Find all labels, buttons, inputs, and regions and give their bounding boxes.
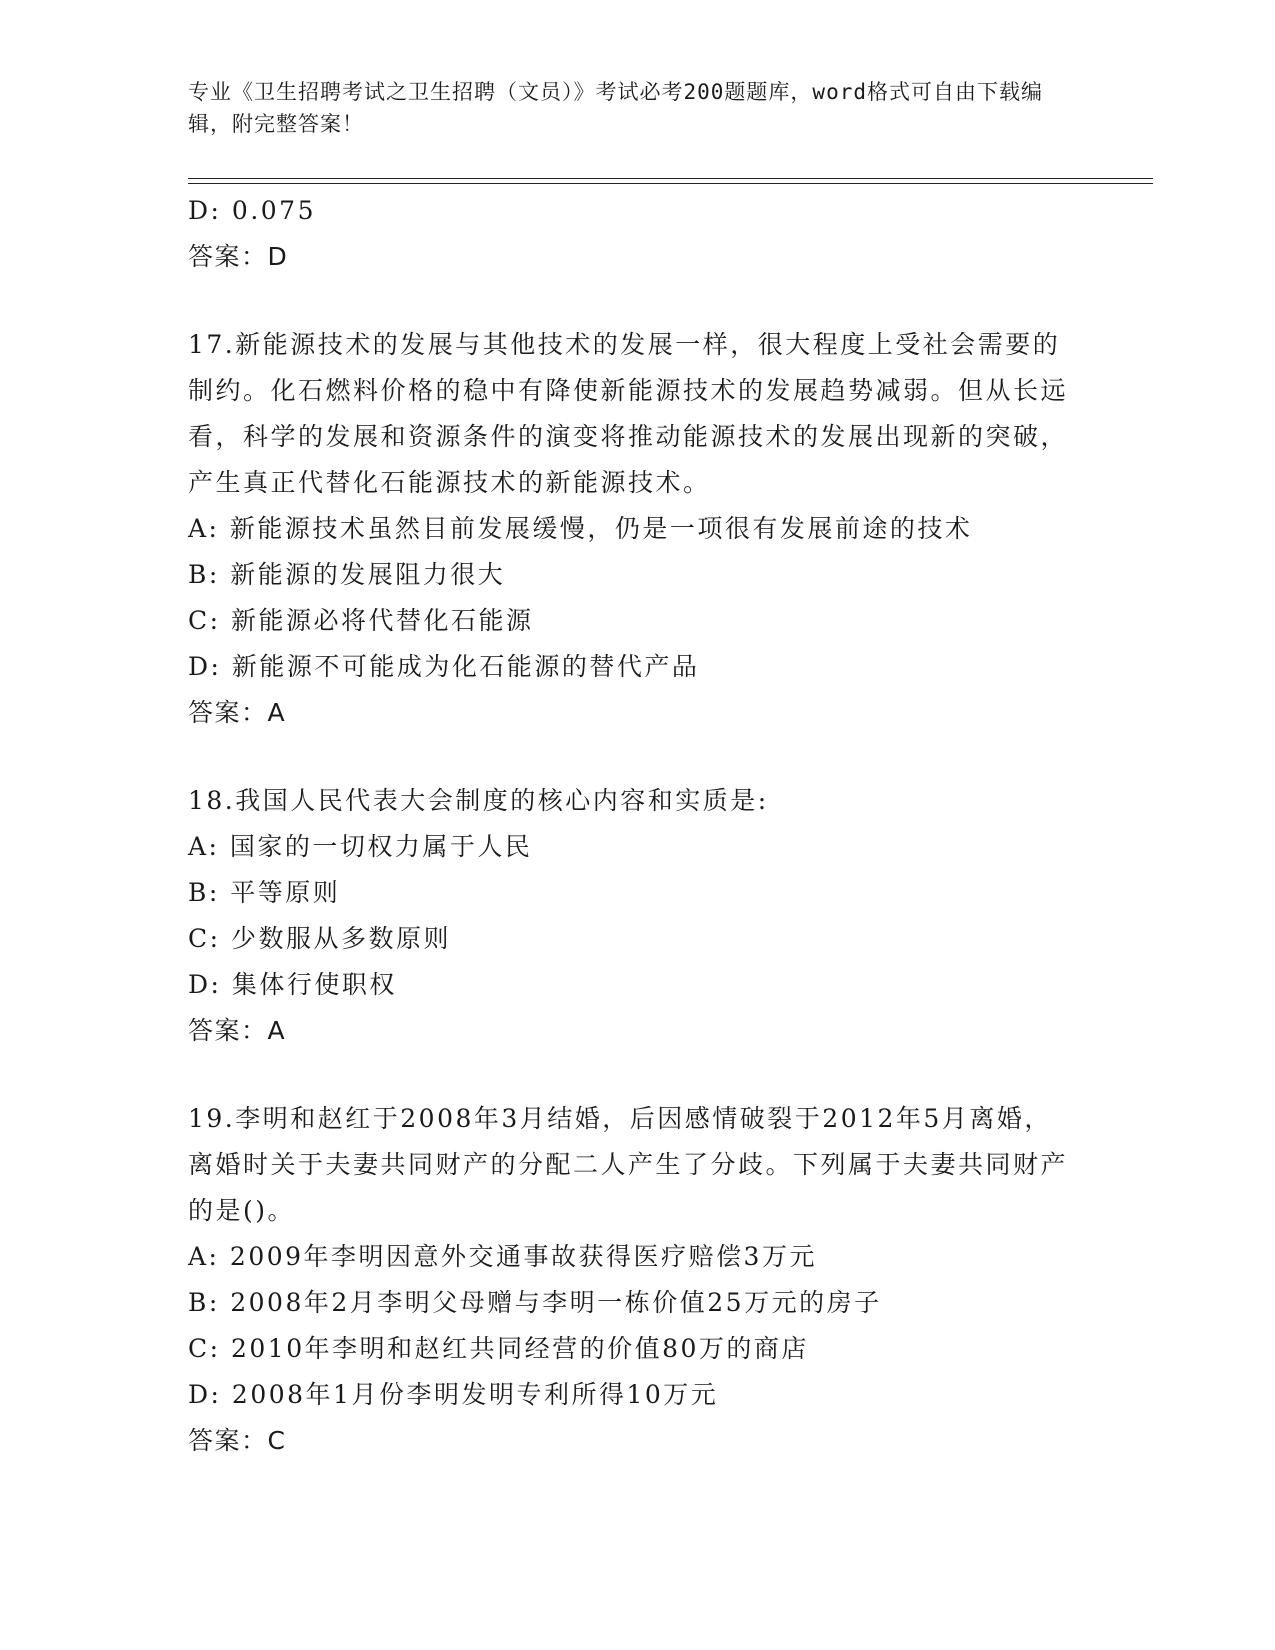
question-stem: 19.李明和赵红于2008年3月结婚，后因感情破裂于2012年5月离婚，离婚时关于夫妻共同财产的分配二人产生了分歧。下列属于夫妻共同财产的是()。 bbox=[188, 1104, 1069, 1225]
option-b: B: 新能源的发展阻力很大 bbox=[188, 560, 506, 589]
question-block bbox=[188, 322, 1068, 736]
answer-label: 答案：A bbox=[188, 1016, 287, 1045]
option-d: D: 新能源不可能成为化石能源的替代产品 bbox=[188, 652, 700, 681]
document-header-title: 专业《卫生招聘考试之卫生招聘（文员）》考试必考200题题库，word格式可自由下载编辑，附完整答案！ bbox=[188, 80, 1043, 136]
option-d: D: 0.075 bbox=[188, 196, 316, 225]
option-c: C: 少数服从多数原则 bbox=[188, 924, 451, 953]
option-a: A: 2009年李明因意外交通事故获得医疗赔偿3万元 bbox=[188, 1242, 817, 1271]
question-list bbox=[188, 188, 1068, 1464]
question-block bbox=[188, 778, 1068, 1054]
answer-label: 答案：D bbox=[188, 242, 289, 271]
option-d: D: 集体行使职权 bbox=[188, 970, 397, 999]
option-b: B: 2008年2月李明父母赠与李明一栋价值25万元的房子 bbox=[188, 1288, 882, 1317]
question-stem: 17.新能源技术的发展与其他技术的发展一样，很大程度上受社会需要的制约。化石燃料价格的稳中有降使新能源技术的发展趋势减弱。但从长远看，科学的发展和资源条件的演变将推动能源技术的发展出现新的突破，产生真正代替化石能源技术的新能源技术。 bbox=[188, 330, 1069, 497]
question-block bbox=[188, 1096, 1068, 1464]
option-b: B: 平等原则 bbox=[188, 878, 341, 907]
option-a: A: 国家的一切权力属于人民 bbox=[188, 832, 533, 861]
header-divider-bottom bbox=[188, 183, 1153, 184]
option-c: C: 新能源必将代替化石能源 bbox=[188, 606, 534, 635]
option-a: A: 新能源技术虽然目前发展缓慢，仍是一项很有发展前途的技术 bbox=[188, 514, 973, 543]
header-divider-top bbox=[188, 178, 1153, 179]
question-stem: 18.我国人民代表大会制度的核心内容和实质是: bbox=[188, 786, 769, 815]
answer-label: 答案：C bbox=[188, 1426, 287, 1455]
option-c: C: 2010年李明和赵红共同经营的价值80万的商店 bbox=[188, 1334, 809, 1363]
option-d: D: 2008年1月份李明发明专利所得10万元 bbox=[188, 1380, 719, 1409]
question-block bbox=[188, 188, 1068, 280]
answer-label: 答案：A bbox=[188, 698, 287, 727]
